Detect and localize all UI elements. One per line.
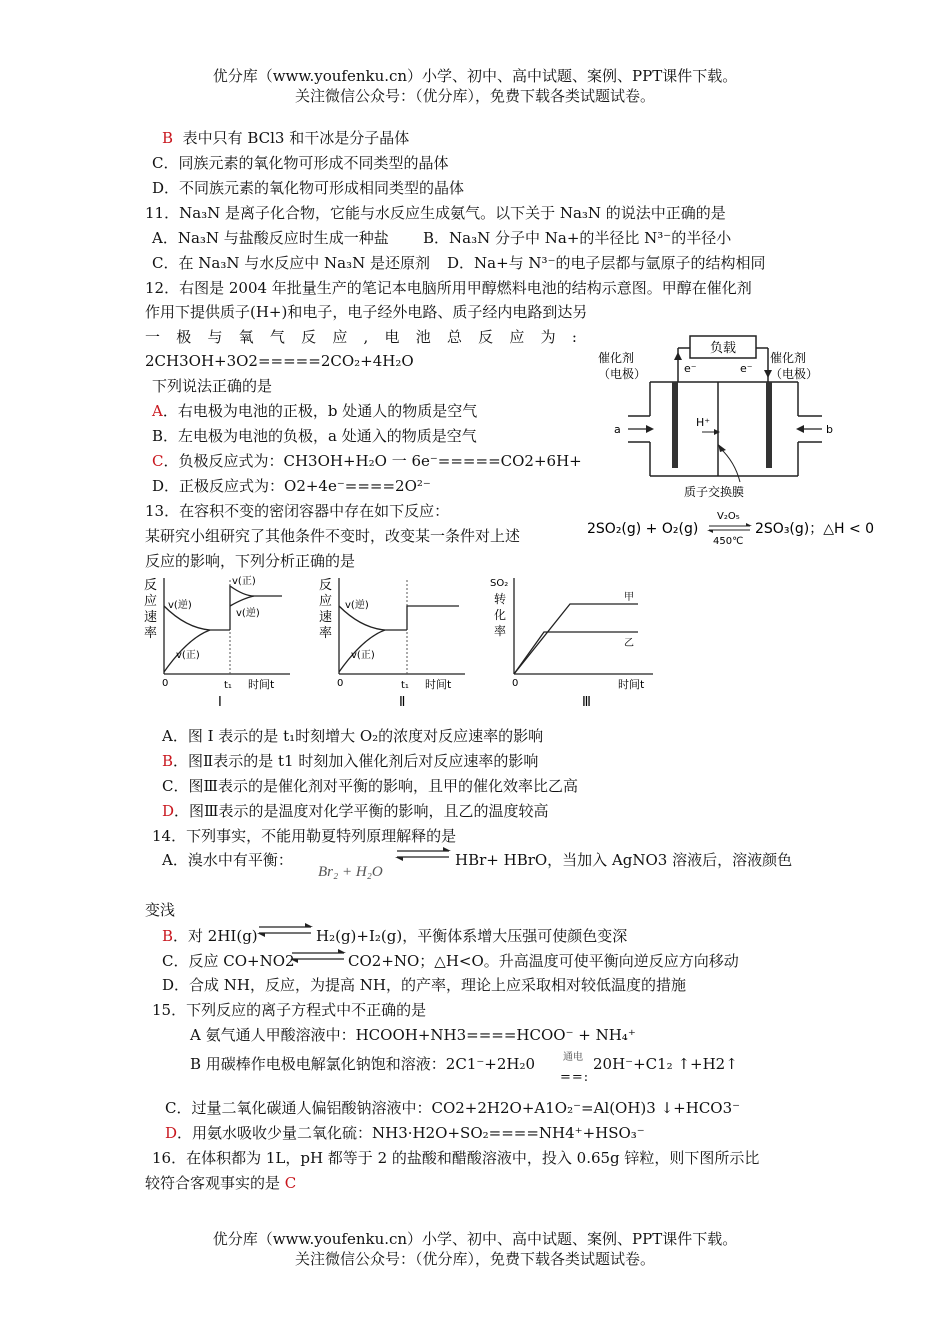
svg-text:V₂O₅: V₂O₅	[717, 511, 740, 522]
svg-text:时间t: 时间t	[248, 678, 275, 691]
right-electrode	[766, 382, 772, 468]
q15-condition: 通电	[563, 1052, 583, 1063]
svg-text:Ⅱ: Ⅱ	[399, 695, 406, 710]
q14-option-a-label: A．溴水中有平衡：	[162, 851, 293, 869]
q13-option-c: C．图Ⅲ表示的是催化剂对平衡的影响，且甲的催化效率比乙高	[162, 777, 578, 795]
answer-mark: B	[162, 752, 174, 770]
svg-text:率: 率	[494, 624, 507, 638]
footer-line-2: 关注微信公众号：（优分库），免费下载各类试题试卷。	[294, 1250, 655, 1268]
q11-stem: 11．Na₃N 是离子化合物，它能与水反应生成氨气。以下关于 Na₃N 的说法中正确的是	[145, 204, 726, 222]
q10-option-d: D．不同族元素的氧化物可形成相同类型的晶体	[152, 179, 465, 197]
q15-option-b-text: B 用碳棒作电极电解氯化钠饱和溶液：2C1⁻+2H₂0	[190, 1055, 536, 1073]
q15-option-d: D．用氨水吸收少量二氧化硫：NH3·H2O+SO₂====NH4⁺+HSO₃⁻	[165, 1124, 645, 1142]
left-electrode	[672, 382, 678, 468]
q14-stem: 14．下列事实，不能用勒夏特列原理解释的是	[152, 827, 457, 845]
answer-mark: B	[162, 927, 174, 945]
q10-option-b	[162, 128, 409, 148]
svg-text:甲: 甲	[624, 592, 634, 603]
svg-text:转: 转	[494, 592, 507, 606]
svg-text:时间t: 时间t	[618, 678, 645, 691]
q16-line-2: 较符合客观事实的是 C	[145, 1174, 297, 1192]
q15-stem: 15．下列反应的离子方程式中不正确的是	[152, 1001, 427, 1019]
q16-line-1: 16．在体积都为 1L，pH 都等于 2 的盐酸和醋酸溶液中，投入 0.65g 锌粒，则下图所示比	[152, 1149, 760, 1167]
q13-option-b: B．图Ⅱ表示的是 t1 时刻加入催化剂后对反应速率的影响	[162, 752, 539, 770]
svg-text:率: 率	[144, 626, 158, 641]
q14-option-a-formula: Br₂ + H₂O	[318, 864, 383, 880]
svg-text:v(正): v(正)	[351, 650, 375, 661]
svg-text:450℃: 450℃	[713, 536, 744, 547]
electron-label-right: e⁻	[740, 362, 753, 375]
answer-mark: D	[162, 802, 175, 820]
svg-text:反: 反	[319, 578, 333, 593]
q12-stem-3: 一 极 与 氧 气 反 应 , 电 池 总 反 应 为 :	[145, 328, 577, 346]
q12-stem-1: 12．右图是 2004 年批量生产的笔记本电脑所用甲醇燃料电池的结构示意图。甲醇在催化剂	[145, 279, 752, 297]
q14-option-a-text: HBr+ HBrO，当加入 AgNO3 溶液后，溶液颜色	[455, 851, 793, 869]
svg-text:率: 率	[319, 626, 333, 641]
answer-mark: C	[284, 1174, 297, 1192]
svg-text:v(逆): v(逆)	[168, 600, 192, 611]
q10-option-c: C．同族元素的氧化物可形成不同类型的晶体	[152, 154, 449, 172]
q11-option-d: D．Na+与 N³⁻的电子层都与氩原子的结构相同	[447, 254, 766, 272]
svg-text:0: 0	[337, 678, 344, 689]
q14-option-b: B．对 2HI(g)	[162, 927, 258, 945]
q12-equation: 2CH3OH+3O2=====2CO₂+4H₂O	[145, 352, 414, 370]
svg-text:应: 应	[319, 594, 333, 609]
conversion-graph-3	[488, 572, 663, 712]
fuel-cell-diagram	[590, 330, 835, 500]
svg-text:2SO₂(g) + O₂(g): 2SO₂(g) + O₂(g)	[587, 521, 699, 537]
rate-graph-1	[140, 572, 300, 712]
q12-option-d: D．正极反应式为：O2+4e⁻====2O²⁻	[152, 477, 431, 495]
q12-stem-2: 作用下提供质子(H+)和电子，电子经外电路、质子经内电路到达另	[145, 303, 588, 321]
q14-option-c-text: CO2+NO；△H<O。升高温度可使平衡向逆反应方向移动	[348, 952, 739, 970]
q10-option-b-text: 表中只有 BCl3 和干冰是分子晶体	[182, 129, 410, 147]
answer-mark: A	[152, 402, 163, 420]
left-electrode-label: （电极）	[598, 367, 647, 381]
svg-text:反: 反	[144, 578, 158, 593]
svg-text:0: 0	[512, 678, 519, 689]
svg-text:时间t: 时间t	[425, 678, 452, 691]
svg-text:t₁: t₁	[401, 680, 409, 691]
header-line-2: 关注微信公众号：（优分库），免费下载各类试题试卷。	[294, 87, 655, 105]
footer-line-1: 优分库（www.youfenku.cn）小学、初中、高中试题、案例、PPT课件下载。	[212, 1230, 738, 1248]
q11-option-c: C．在 Na₃N 与水反应中 Na₃N 是还原剂	[152, 254, 430, 272]
q11-option-a: A．Na₃N 与盐酸反应时生成一种盐	[152, 229, 389, 247]
svg-text:化: 化	[494, 608, 507, 622]
q13-option-a: A．图 I 表示的是 t₁时刻增大 O₂的浓度对反应速率的影响	[162, 727, 544, 745]
q12-prompt: 下列说法正确的是	[152, 377, 273, 395]
answer-mark: B	[162, 129, 174, 147]
left-catalyst-label: 催化剂	[598, 351, 635, 365]
svg-text:Ⅲ: Ⅲ	[582, 695, 591, 710]
svg-text:v(逆): v(逆)	[236, 608, 260, 619]
q15-option-b-products: 20H⁻+C1₂ ↑+H2↑	[593, 1055, 738, 1073]
q14-option-a-continued: 变浅	[145, 901, 176, 919]
svg-text:v(逆): v(逆)	[345, 600, 369, 611]
proton-label: H⁺	[696, 416, 711, 429]
electron-label-left: e⁻	[684, 362, 697, 375]
inlet-b-label: b	[826, 423, 833, 436]
svg-text:v(正): v(正)	[232, 576, 256, 587]
q12-option-a: A．右电极为电池的正极，b 处通人的物质是空气	[152, 402, 478, 420]
svg-text:乙: 乙	[624, 638, 634, 649]
q14-option-d: D．合成 NH，反应，为提高 NH，的产率，理论上应采取相对较低温度的措施	[162, 976, 686, 994]
q13-stem-3: 反应的影响，下列分析正确的是	[145, 552, 356, 570]
rate-graph-2	[315, 572, 475, 712]
q13-stem-1: 13．在容积不变的密闭容器中存在如下反应：	[145, 502, 450, 520]
equilibrium-arrow-1	[395, 846, 453, 862]
q14-option-b-text: H₂(g)+I₂(g)，平衡体系增大压强可使颜色变深	[316, 927, 628, 945]
q12-option-c: C．负极反应式为：CH3OH+H₂O 一 6e⁻=====CO2+6H+	[152, 452, 582, 470]
svg-text:2SO₃(g)；△H < 0: 2SO₃(g)；△H < 0	[755, 521, 875, 537]
answer-mark: C	[152, 452, 164, 470]
q12-option-b: B．左电极为电池的负极，a 处通入的物质是空气	[152, 427, 477, 445]
load-label: 负载	[709, 341, 737, 356]
q11-option-b: B．Na₃N 分子中 Na+的半径比 N³⁻的半径小	[423, 229, 732, 247]
right-electrode-label: （电极）	[770, 367, 819, 381]
q13-stem-2: 某研究小组研究了其他条件不变时，改变某一条件对上述	[145, 527, 521, 545]
q14-option-c: C．反应 CO+NO2	[162, 952, 295, 970]
header-line-1: 优分库（www.youfenku.cn）小学、初中、高中试题、案例、PPT课件下载。	[212, 67, 738, 85]
svg-text:Ⅰ: Ⅰ	[218, 695, 222, 710]
svg-text:0: 0	[162, 678, 169, 689]
svg-text:应: 应	[144, 594, 158, 609]
q15-condition-bar: ==:	[560, 1070, 590, 1085]
q15-option-c: C．过量二氧化碳通人偏铝酸钠溶液中：CO2+2H2O+A1O₂⁻=Al(OH)3 ↓+HCO3⁻	[165, 1099, 741, 1117]
equilibrium-arrow-3	[290, 948, 348, 964]
svg-text:速: 速	[319, 610, 333, 625]
svg-text:速: 速	[144, 610, 158, 625]
q13-reaction-equation	[585, 506, 890, 548]
svg-text:v(正): v(正)	[176, 650, 200, 661]
q13-option-d: D．图Ⅲ表示的是温度对化学平衡的影响，且乙的温度较高	[162, 802, 549, 820]
q15-option-a: A 氨气通人甲酸溶液中：HCOOH+NH3====HCOO⁻ + NH₄⁺	[190, 1026, 636, 1044]
membrane-label: 质子交换膜	[684, 485, 745, 499]
svg-text:t₁: t₁	[224, 680, 232, 691]
equilibrium-arrow-2	[257, 922, 315, 938]
inlet-a-label: a	[614, 423, 621, 436]
right-catalyst-label: 催化剂	[770, 351, 807, 365]
answer-mark: D	[165, 1124, 178, 1142]
svg-text:SO₂: SO₂	[490, 578, 509, 589]
